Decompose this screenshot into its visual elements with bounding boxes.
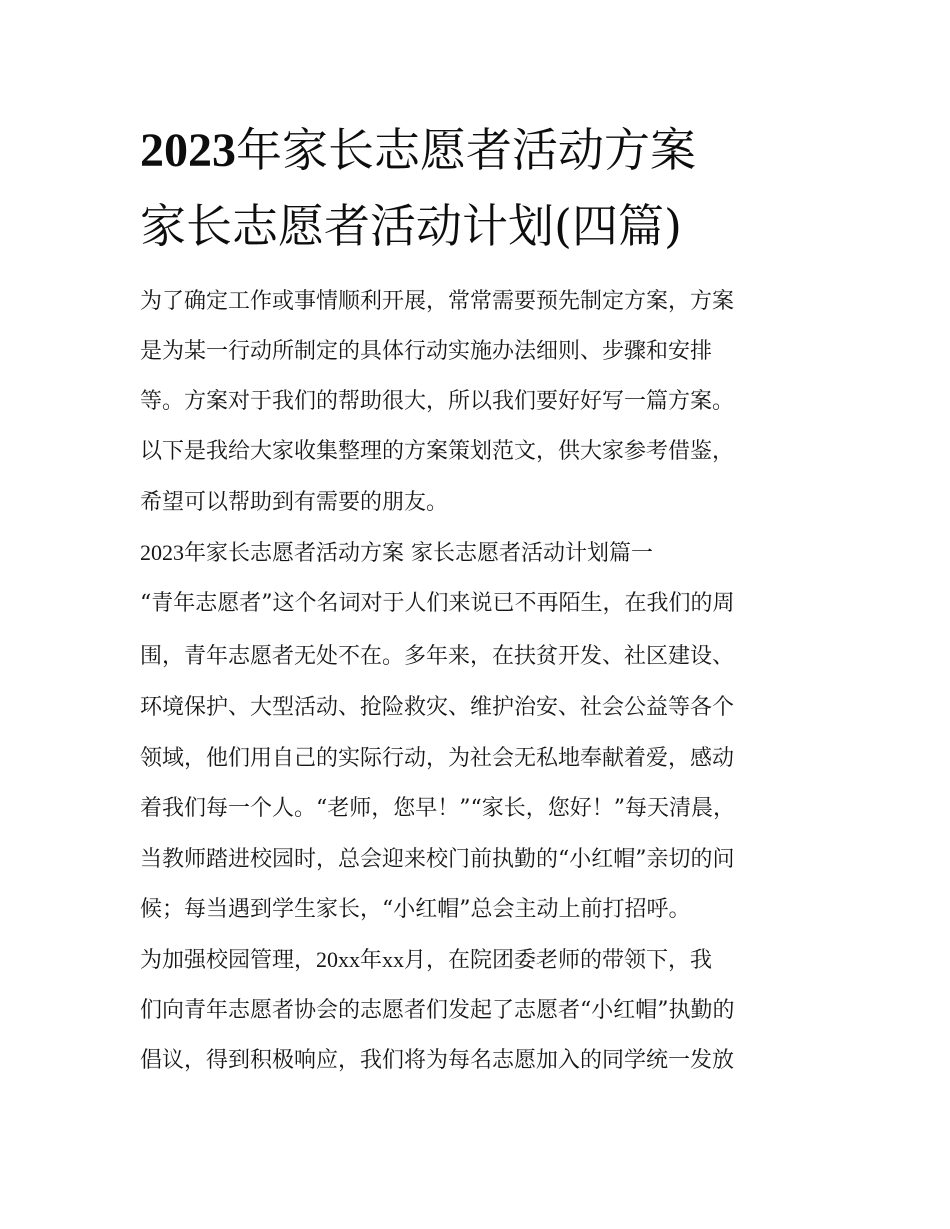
intro-line: 希望可以帮助到有需要的朋友。 [140,490,449,515]
section-heading [140,527,820,580]
document-title-line-1 [140,122,840,179]
paragraph-line: 倡议，得到积极响应，我们将为每名志愿加入的同学统一发放 [140,1048,735,1073]
document-title-line-2: 家长志愿者活动计划(四篇) [140,199,682,253]
intro-line: 以下是我给大家收集整理的方案策划范文，供大家参考借鉴， [140,439,735,464]
section-heading-year: 2023 [140,540,184,565]
title-line-1-text: 年家长志愿者活动方案 [236,123,696,177]
paragraph-line: 环境保护、大型活动、抢险救灾、维护治安、社会公益等各个 [140,695,735,720]
paragraph-year: 20xx [316,947,361,972]
paragraph-month: xx [382,947,405,972]
paragraph-line: 领域，他们用自己的实际行动，为社会无私地奉献着爱，感动 [140,746,735,771]
paragraph-line: 着我们每一个人。“老师，您早！”“家长，您好！”每天清晨， [140,796,735,821]
intro-line: 为了确定工作或事情顺利开展，常常需要预先制定方案，方案 [140,289,735,314]
paragraph-line: 当教师踏进校园时，总会迎来校门前执勤的“小红帽”亲切的问 [140,847,735,872]
intro-line: 是为某一行动所制定的具体行动实施办法细则、步骤和安排 [140,339,713,364]
paragraph-text: 月，在院团委老师的带领下，我 [404,948,713,973]
paragraph-line [140,934,820,987]
paragraph-line: 们向青年志愿者协会的志愿者们发起了志愿者“小红帽”执勤的 [140,998,735,1023]
paragraph-line: 候；每当遇到学生家长，“小红帽”总会主动上前打招呼。 [140,897,691,922]
intro-line: 等。方案对于我们的帮助很大，所以我们要好好写一篇方案。 [140,389,735,414]
paragraph-text: 年 [360,948,383,973]
section-heading-text: 年家长志愿者活动方案 家长志愿者活动计划篇一 [184,541,653,566]
paragraph-line: 围，青年志愿者无处不在。多年来，在扶贫开发、社区建设、 [140,644,735,669]
title-year: 2023 [140,124,236,177]
paragraph-line: “青年志愿者”这个名词对于人们来说已不再陌生，在我们的周 [140,591,735,616]
paragraph-text: 为加强校园管理， [140,948,317,973]
